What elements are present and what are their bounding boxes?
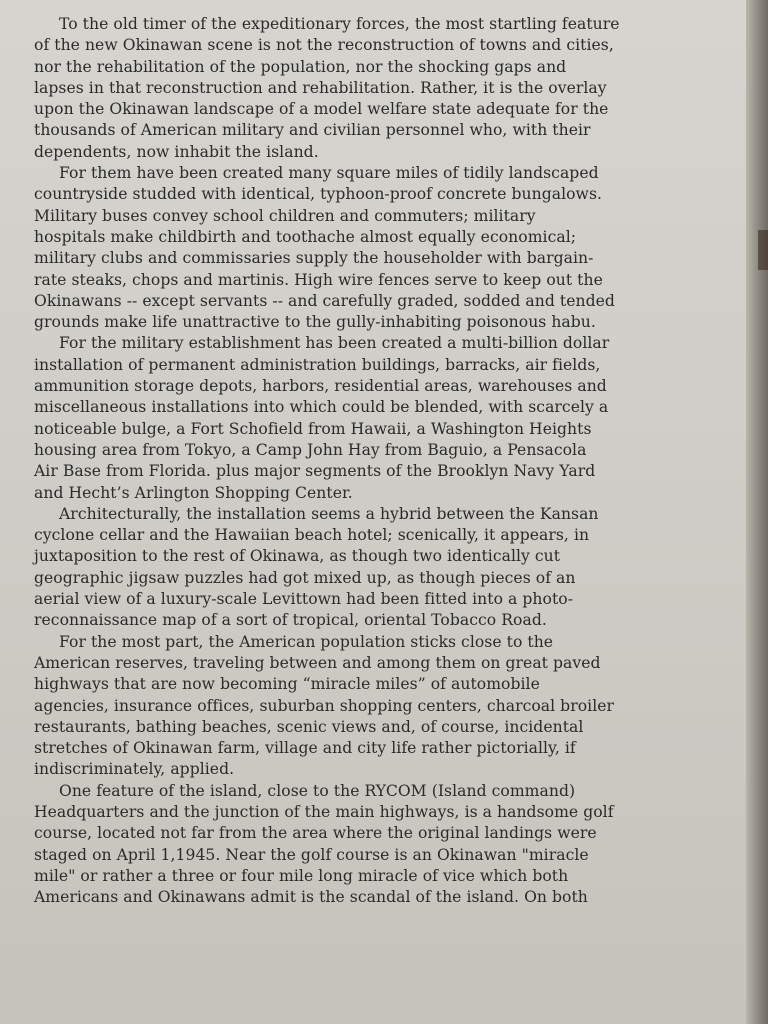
text-line: noticeable bulge, a Fort Schofield from Hawaii, a Washington Heights [34, 419, 592, 438]
text-line: restaurants, bathing beaches, scenic views and, of course, incidental [34, 717, 584, 736]
text-line: juxtaposition to the rest of Okinawa, as though two identically cut [34, 547, 561, 566]
text-line: To the old timer of the expeditionary forces, the most startling feature [59, 15, 620, 33]
text-line: For the most part, the American population sticks close to the [59, 632, 554, 651]
text-line: miscellaneous installations into which could be blended, with scarcely a [34, 398, 609, 417]
text-line: course, located not far from the area where the original landings were [34, 824, 597, 843]
text-line: Architecturally, the installation seems a hybrid between the Kansan [59, 504, 599, 523]
text-line: highways that are now becoming “miracle miles” of automobile [34, 675, 540, 694]
page-edge [746, 0, 768, 1024]
text-line: One feature of the island, close to the RYCOM (Island command) [59, 781, 576, 800]
paragraph-5 [34, 632, 728, 781]
text-line: nor the rehabilitation of the population, nor the shocking gaps and [34, 57, 567, 76]
text-line: Headquarters and the junction of the main highways, is a handsome golf [34, 802, 614, 821]
text-line: hospitals make childbirth and toothache almost equally economical; [34, 227, 577, 246]
paragraph-4 [34, 504, 728, 632]
text-line: reconnaissance map of a sort of tropical, oriental Tobacco Road. [34, 611, 547, 630]
text-line: of the new Okinawan scene is not the reconstruction of towns and cities, [34, 36, 614, 55]
text-line: grounds make life unattractive to the gully-inhabiting poisonous habu. [34, 313, 596, 332]
text-line: For the military establishment has been created a multi-billion dollar [59, 334, 610, 353]
text-line: indiscriminately, applied. [34, 760, 235, 779]
text-line: Americans and Okinawans admit is the scandal of the island. On both [34, 888, 588, 907]
text-line: stretches of Okinawan farm, village and city life rather pictorially, if [34, 739, 576, 758]
article-text [34, 14, 728, 908]
text-line: Air Base from Florida. plus major segments of the Brooklyn Navy Yard [34, 462, 596, 481]
text-line: American reserves, traveling between and among them on great paved [34, 653, 601, 672]
paragraph-6 [34, 781, 728, 909]
text-line: rate steaks, chops and martinis. High wire fences serve to keep out the [34, 270, 603, 289]
text-line: countryside studded with identical, typhoon-proof concrete bungalows. [34, 185, 603, 204]
text-line: dependents, now inhabit the island. [34, 142, 319, 161]
page-edge-shadow [758, 230, 768, 270]
text-line: agencies, insurance offices, suburban shopping centers, charcoal broiler [34, 696, 615, 715]
text-line: thousands of American military and civilian personnel who, with their [34, 121, 591, 140]
text-line: cyclone cellar and the Hawaiian beach hotel; scenically, it appears, in [34, 526, 590, 545]
paragraph-3 [34, 333, 728, 503]
text-line: military clubs and commissaries supply the householder with bargain- [34, 249, 594, 268]
text-line: ammunition storage depots, harbors, residential areas, warehouses and [34, 377, 607, 396]
text-line: staged on April 1,1945. Near the golf course is an Okinawan "miracle [34, 845, 589, 864]
text-line: lapses in that reconstruction and rehabilitation. Rather, it is the overlay [34, 78, 607, 97]
text-line: housing area from Tokyo, a Camp John Hay from Baguio, a Pensacola [34, 440, 587, 459]
text-line: upon the Okinawan landscape of a model welfare state adequate for the [34, 100, 609, 119]
text-line: For them have been created many square miles of tidily landscaped [59, 164, 599, 183]
text-line: Okinawans -- except servants -- and carefully graded, sodded and tended [34, 291, 615, 310]
text-line: mile" or rather a three or four mile long miracle of vice which both [34, 866, 569, 885]
text-line: installation of permanent administration buildings, barracks, air fields, [34, 355, 601, 374]
paragraph-2 [34, 163, 728, 333]
text-line: and Hecht’s Arlington Shopping Center. [34, 483, 353, 502]
text-line: geographic jigsaw puzzles had got mixed up, as though pieces of an [34, 568, 576, 587]
text-line: aerial view of a luxury-scale Levittown had been fitted into a photo- [34, 590, 574, 609]
paragraph-1 [34, 14, 728, 163]
text-line: Military buses convey school children and commuters; military [34, 206, 536, 225]
